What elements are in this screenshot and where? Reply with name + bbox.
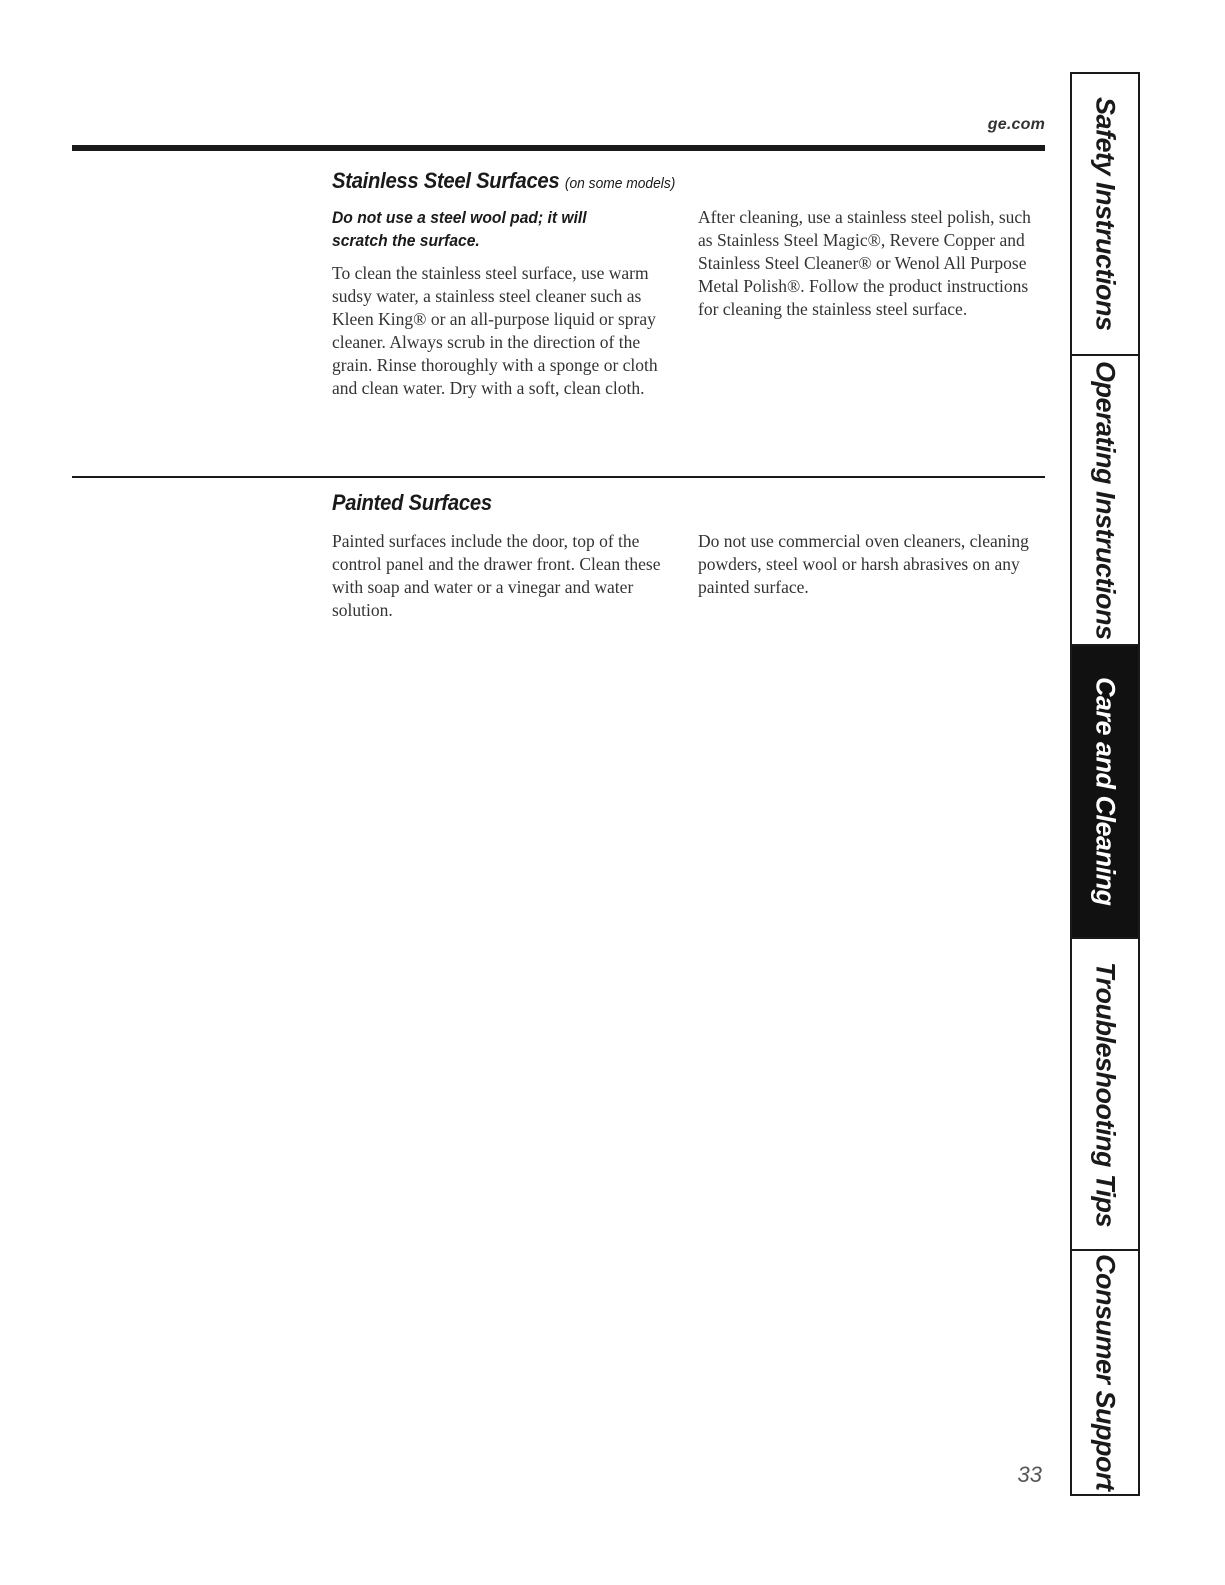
stainless-title-text: Stainless Steel Surfaces bbox=[332, 168, 560, 193]
tab-label: Safety Instructions bbox=[1090, 97, 1121, 331]
tab-troubleshooting-tips[interactable] bbox=[1072, 939, 1138, 1251]
page-number: 33 bbox=[1017, 1462, 1042, 1487]
painted-section-title bbox=[332, 490, 492, 516]
tab-label: Troubleshooting Tips bbox=[1090, 961, 1121, 1227]
section-divider bbox=[72, 476, 1045, 478]
stainless-section-title bbox=[332, 168, 675, 194]
site-url: ge.com bbox=[987, 116, 1045, 133]
tab-consumer-support[interactable] bbox=[1072, 1251, 1138, 1494]
tab-label: Operating Instructions bbox=[1090, 360, 1121, 640]
painted-title-text: Painted Surfaces bbox=[332, 490, 492, 515]
tab-safety-instructions[interactable] bbox=[1072, 74, 1138, 356]
tab-operating-instructions[interactable] bbox=[1072, 356, 1138, 646]
painted-col1-text: Painted surfaces include the door, top of the control panel and the drawer front. Clean these with soap and water or a vinegar and water solution. bbox=[332, 531, 661, 620]
section-tabs bbox=[1070, 72, 1140, 1496]
tab-label: Care and Cleaning bbox=[1090, 677, 1121, 906]
stainless-title-note: (on some models) bbox=[564, 175, 676, 192]
stainless-col2-text: After cleaning, use a stainless steel polish, such as Stainless Steel Magic®, Revere Copper and Stainless Steel Cleaner® or Wenol All Purpose Metal Polish®. Follow the product instructions for cleaning the stainless steel surface. bbox=[698, 207, 1031, 319]
stainless-warning: Do not use a steel wool pad; it will scratch the surface. bbox=[332, 208, 587, 250]
tab-label: Consumer Support bbox=[1090, 1254, 1121, 1491]
header-rule bbox=[72, 145, 1045, 151]
tab-care-and-cleaning[interactable] bbox=[1072, 646, 1138, 939]
stainless-col1-text: To clean the stainless steel surface, use warm sudsy water, a stainless steel cleaner such as Kleen King® or an all-purpose liquid or spray cleaner. Always scrub in the direction of the grain. Rinse thoroughly with a sponge or cloth and clean water. Dry with a soft, clean cloth. bbox=[332, 263, 658, 398]
painted-col2-text: Do not use commercial oven cleaners, cleaning powders, steel wool or harsh abrasives on any painted surface. bbox=[698, 531, 1029, 597]
